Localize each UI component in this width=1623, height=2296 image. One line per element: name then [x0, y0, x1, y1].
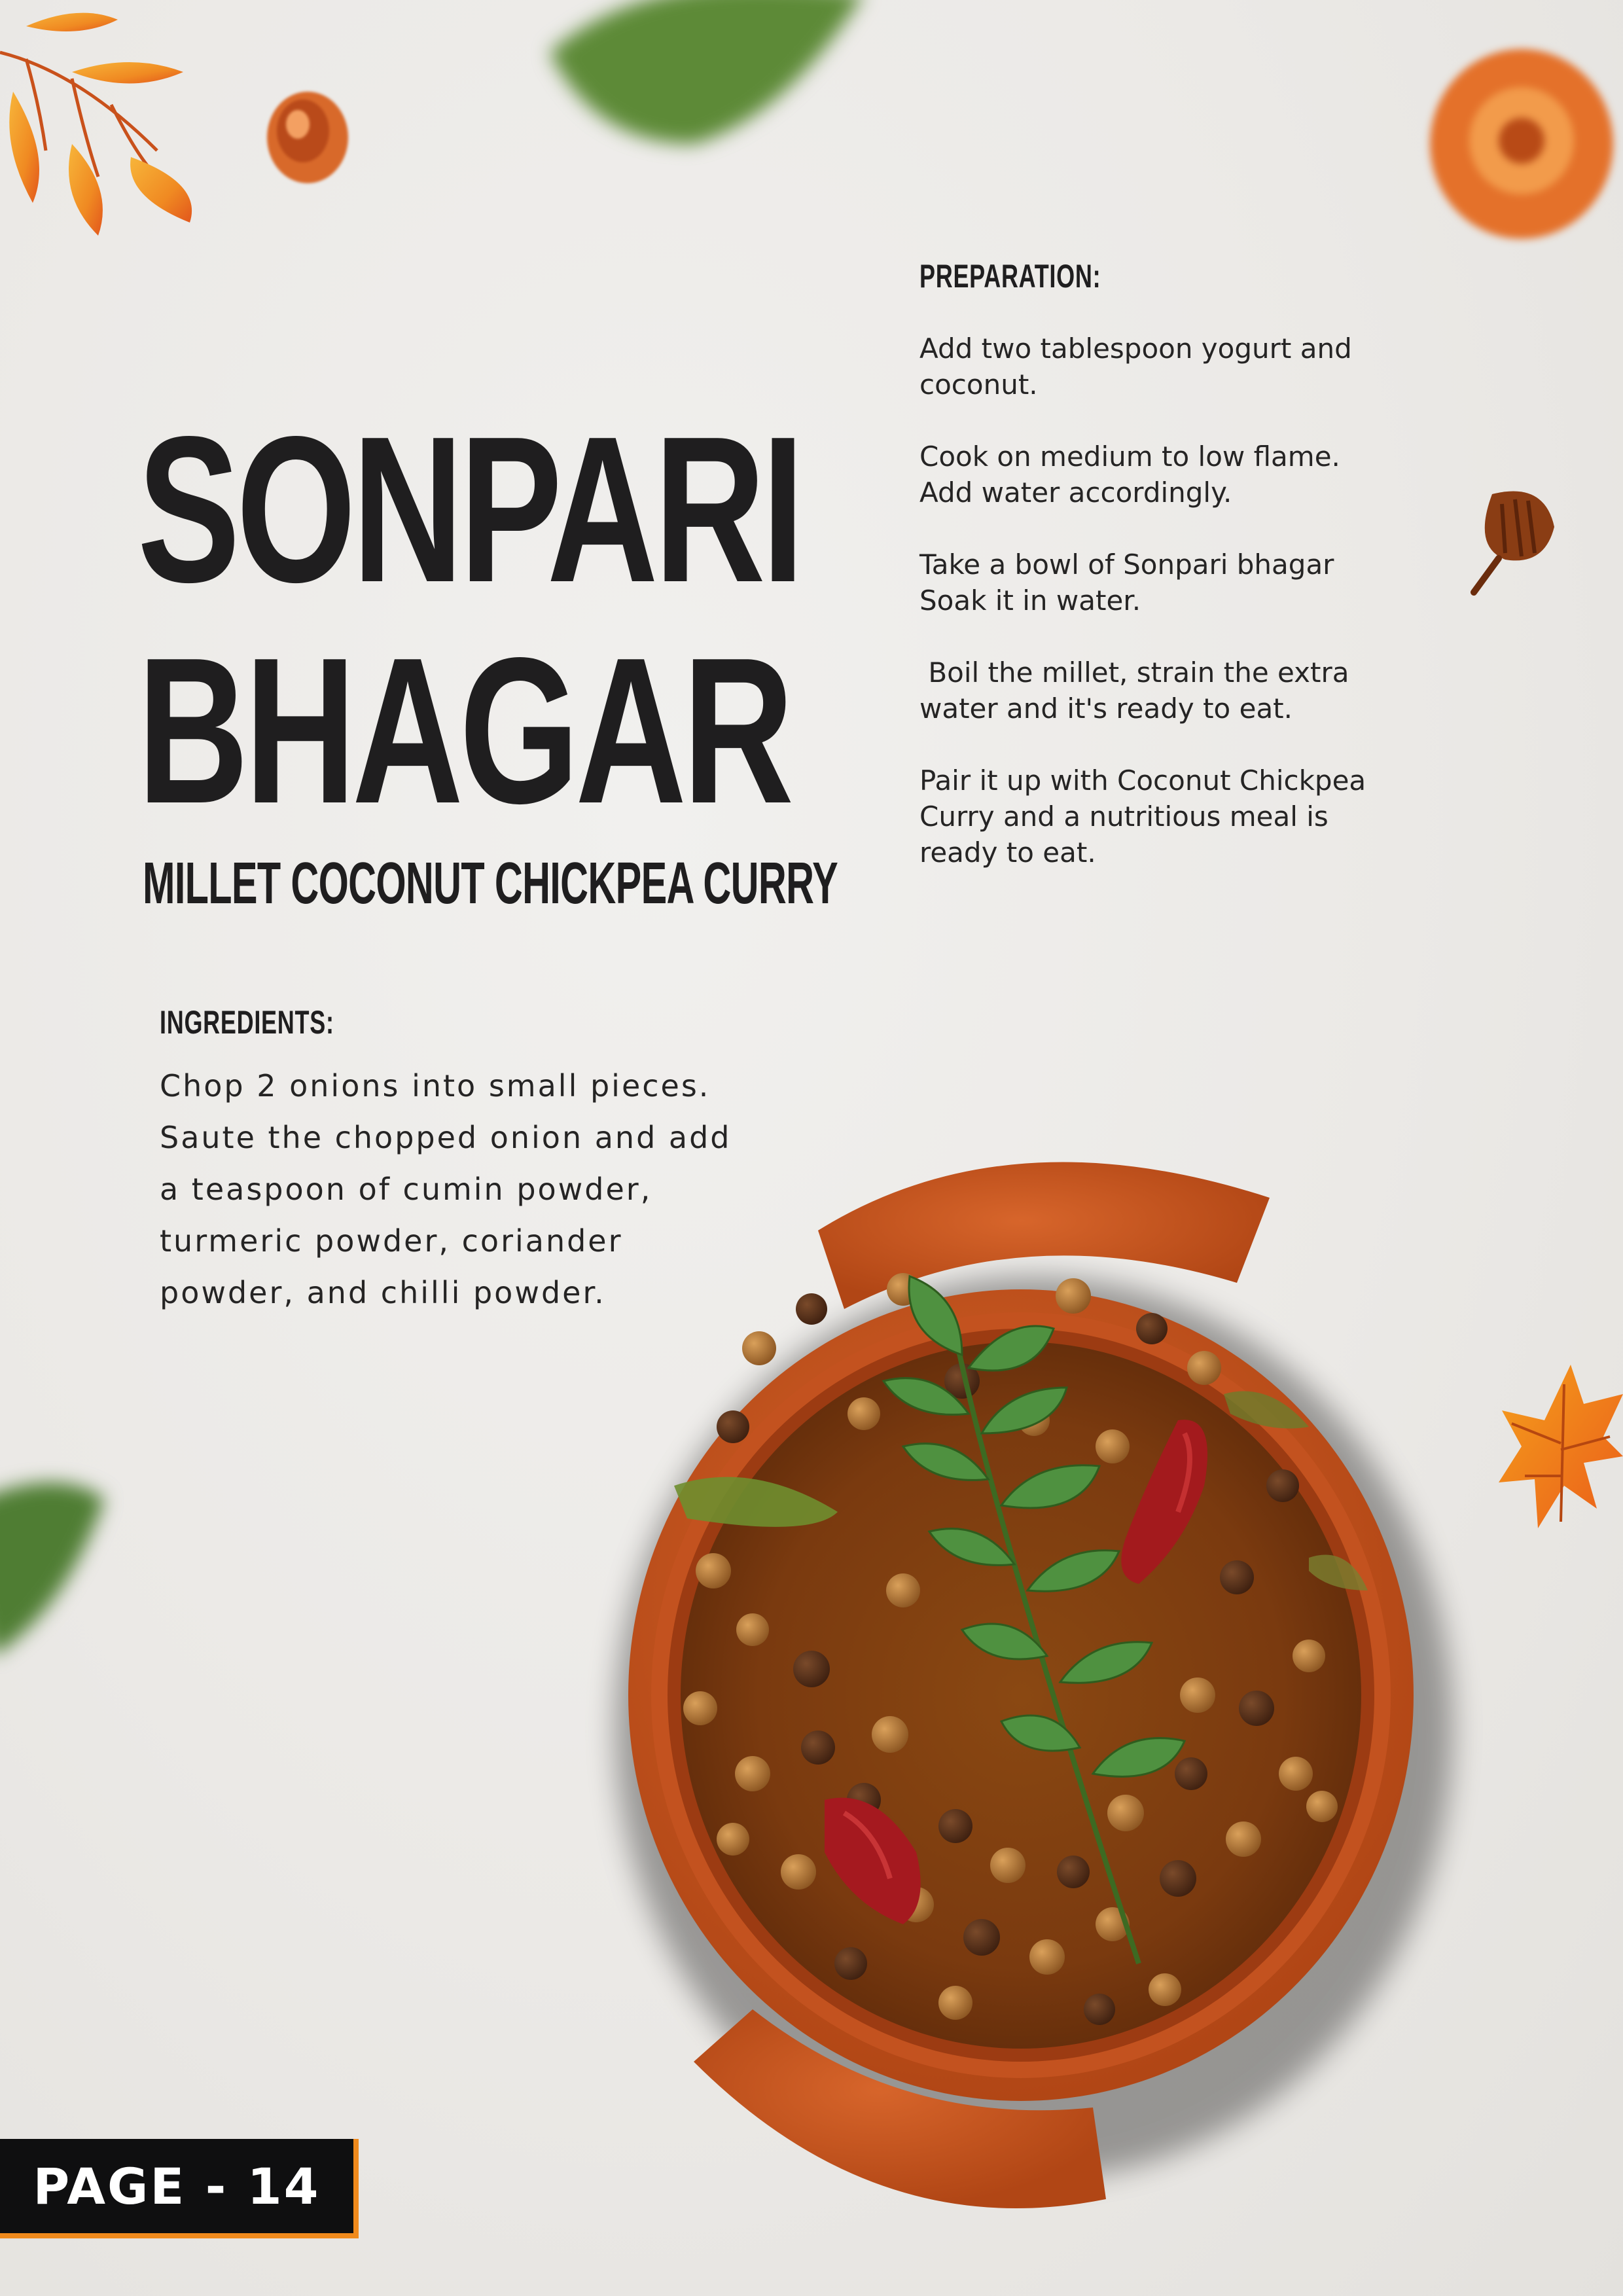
- recipe-title-line2: BHAGAR: [137, 615, 791, 847]
- ingredients-line: turmeric powder, coriander: [160, 1223, 623, 1259]
- preparation-step: [919, 762, 1489, 870]
- preparation-step-line: ready to eat.: [919, 836, 1096, 869]
- ingredients-line: Chop 2 onions into small pieces.: [160, 1068, 711, 1103]
- preparation-step-line: Add two tablespoon yogurt and: [919, 332, 1352, 365]
- preparation-step: [919, 439, 1489, 511]
- preparation-steps: [919, 331, 1495, 906]
- dried-flower-icon: [259, 85, 357, 190]
- maple-leaf-icon: [1499, 1365, 1623, 1541]
- preparation-step: [919, 655, 1489, 726]
- preparation-step: [919, 331, 1489, 403]
- page-number-label: PAGE - 14: [33, 2157, 321, 2215]
- blurred-green-leaf-icon: [537, 0, 877, 170]
- recipe-subtitle: MILLET COCONUT CHICKPEA CURRY: [143, 851, 838, 916]
- page-number-badge: [0, 2139, 359, 2238]
- preparation-step: [919, 547, 1489, 619]
- preparation-step-line: Boil the millet, strain the extra: [919, 656, 1349, 689]
- preparation-step-line: Soak it in water.: [919, 584, 1141, 617]
- ingredients-line: Saute the chopped onion and add: [160, 1120, 732, 1155]
- preparation-step-line: coconut.: [919, 368, 1038, 401]
- ingredients-text: [160, 1060, 814, 1319]
- autumn-leaf-branch-icon: [0, 7, 216, 242]
- preparation-step-line: Add water accordingly.: [919, 476, 1232, 509]
- preparation-step-line: water and it's ready to eat.: [919, 692, 1293, 725]
- ingredients-heading: INGREDIENTS:: [160, 1004, 334, 1041]
- preparation-step-line: Take a bowl of Sonpari bhagar: [919, 548, 1334, 581]
- preparation-step-line: Cook on medium to low flame.: [919, 440, 1340, 473]
- preparation-step-line: Curry and a nutritious meal is: [919, 800, 1329, 833]
- ingredients-line: a teaspoon of cumin powder,: [160, 1172, 652, 1207]
- blurred-green-leaf-icon: [0, 1473, 124, 1669]
- recipe-title-line1: SONPARI: [137, 393, 801, 626]
- preparation-step-line: Pair it up with Coconut Chickpea: [919, 764, 1366, 797]
- recipe-title: [137, 393, 801, 847]
- ingredients-line: powder, and chilli powder.: [160, 1275, 606, 1310]
- preparation-heading: PREPARATION:: [919, 258, 1101, 295]
- orange-blossom-icon: [1423, 43, 1620, 245]
